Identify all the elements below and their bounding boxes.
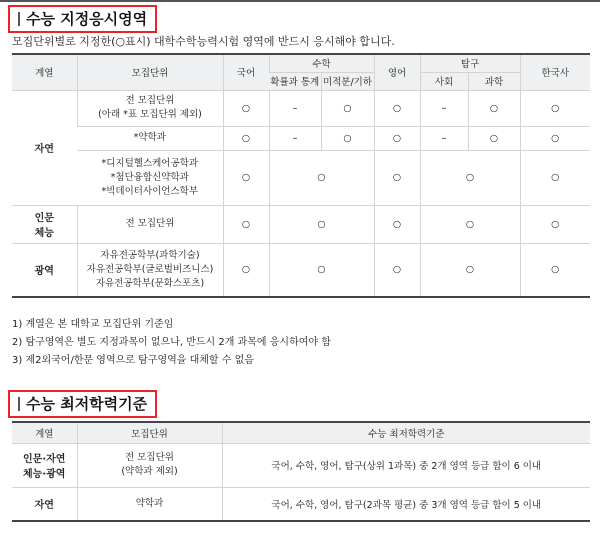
group-cell: 광역 xyxy=(12,243,77,297)
mark-cell: ○ xyxy=(374,150,420,205)
header-math-stats: 확률과 통계 xyxy=(269,72,321,90)
mark-cell: ○ xyxy=(468,90,520,126)
table-row xyxy=(12,487,590,521)
mark-cell: – xyxy=(420,126,468,150)
mark-cell: – xyxy=(420,90,468,126)
unit-line: 전 모집단위 xyxy=(125,452,174,463)
table-row xyxy=(12,150,590,205)
header-track: 계열 xyxy=(12,422,77,443)
unit-line: *디지털헬스케어공학과 xyxy=(101,157,199,169)
mark-cell: – xyxy=(269,90,321,126)
unit-cell: 약학과 xyxy=(77,487,222,521)
unit-cell: *약학과 xyxy=(77,126,223,150)
unit-line: *빅데이터사이언스학부 xyxy=(101,185,199,197)
mark-cell: ○ xyxy=(374,205,420,243)
mark-cell: ○ xyxy=(520,150,590,205)
mark-cell: ○ xyxy=(321,90,374,126)
header-inquiry-social: 사회 xyxy=(420,72,468,90)
unit-line: 자유전공학부(글로벌비즈니스) xyxy=(86,263,214,275)
minimum-criteria-table xyxy=(12,421,590,522)
group-line: 체능 xyxy=(34,228,54,239)
group-cell: 자연 xyxy=(12,90,77,205)
mark-cell: ○ xyxy=(321,126,374,150)
mark-cell: ○ xyxy=(223,90,269,126)
table-row xyxy=(12,126,590,150)
table-row xyxy=(12,205,590,243)
mark-cell: ○ xyxy=(420,243,520,297)
unit-line: (아래 *표 모집단위 제외) xyxy=(98,109,202,120)
title-bar-marker xyxy=(18,397,20,411)
designated-areas-table xyxy=(12,53,590,298)
mark-cell: ○ xyxy=(420,205,520,243)
section-title-text: 수능 지정응시영역 xyxy=(26,10,148,28)
header-criteria: 수능 최저학력기준 xyxy=(222,422,590,443)
unit-cell: 전 모집단위 xyxy=(77,205,223,243)
mark-cell: ○ xyxy=(420,150,520,205)
unit-line: 자유전공학부(과학기술) xyxy=(100,249,200,261)
mark-cell: ○ xyxy=(374,126,420,150)
mark-cell: ○ xyxy=(520,126,590,150)
header-english: 영어 xyxy=(374,54,420,90)
group-line: 체능·광역 xyxy=(23,469,66,480)
table-row xyxy=(12,443,590,487)
top-rule xyxy=(0,0,600,2)
mark-cell: ○ xyxy=(520,243,590,297)
title-bar-marker xyxy=(18,12,20,26)
unit-cell xyxy=(77,443,222,487)
mark-cell: ○ xyxy=(269,205,374,243)
unit-line: *첨단융합신약학과 xyxy=(110,171,189,183)
note-item: 1) 계열은 본 대학교 모집단위 기준임 xyxy=(12,319,174,330)
header-inquiry: 탐구 xyxy=(420,54,520,72)
intro-text: 모집단위별로 지정한(○표시) 대학수학능력시험 영역에 반드시 응시해야 합니다. xyxy=(12,35,395,48)
unit-cell xyxy=(77,243,223,297)
mark-cell: ○ xyxy=(374,90,420,126)
header-unit: 모집단위 xyxy=(77,54,223,90)
table-row xyxy=(12,243,590,297)
header-inquiry-science: 과학 xyxy=(468,72,520,90)
mark-cell: ○ xyxy=(269,243,374,297)
mark-cell: ○ xyxy=(223,205,269,243)
mark-cell: ○ xyxy=(223,126,269,150)
mark-cell: ○ xyxy=(374,243,420,297)
section-title-minimum-criteria xyxy=(8,390,157,418)
group-cell: 자연 xyxy=(12,487,77,521)
unit-cell xyxy=(77,90,223,126)
header-math-calculus: 미적분/기하 xyxy=(321,72,374,90)
header-unit: 모집단위 xyxy=(77,422,222,443)
section-title-designated-areas xyxy=(8,5,157,33)
mark-cell: ○ xyxy=(269,150,374,205)
group-line: 인문 xyxy=(34,213,54,224)
group-line: 인문·자연 xyxy=(23,454,66,465)
mark-cell: ○ xyxy=(520,90,590,126)
table-row xyxy=(12,90,590,126)
header-history: 한국사 xyxy=(520,54,590,90)
section-title-text: 수능 최저학력기준 xyxy=(26,395,148,413)
mark-cell: ○ xyxy=(223,150,269,205)
unit-line: 전 모집단위 xyxy=(125,95,175,106)
unit-cell xyxy=(77,150,223,205)
criteria-cell: 국어, 수학, 영어, 탐구(상위 1과목) 중 2개 영역 등급 합이 6 이내 xyxy=(222,443,590,487)
mark-cell: ○ xyxy=(468,126,520,150)
unit-line: 자유전공학부(문화스포츠) xyxy=(95,277,205,289)
criteria-cell: 국어, 수학, 영어, 탐구(2과목 평균) 중 3개 영역 등급 합이 5 이내 xyxy=(222,487,590,521)
note-item: 2) 탐구영역은 별도 지정과목이 없으나, 반드시 2개 과목에 응시하여야 함 xyxy=(12,337,331,348)
group-cell xyxy=(12,443,77,487)
header-korean: 국어 xyxy=(223,54,269,90)
notes xyxy=(12,316,331,370)
mark-cell: ○ xyxy=(223,243,269,297)
mark-cell: – xyxy=(269,126,321,150)
unit-line: (약학과 제외) xyxy=(121,466,178,477)
mark-cell: ○ xyxy=(520,205,590,243)
group-cell xyxy=(12,205,77,243)
note-item: 3) 제2외국어/한문 영역으로 탐구영역을 대체할 수 없음 xyxy=(12,355,254,366)
header-track: 계열 xyxy=(12,54,77,90)
header-math: 수학 xyxy=(269,54,374,72)
